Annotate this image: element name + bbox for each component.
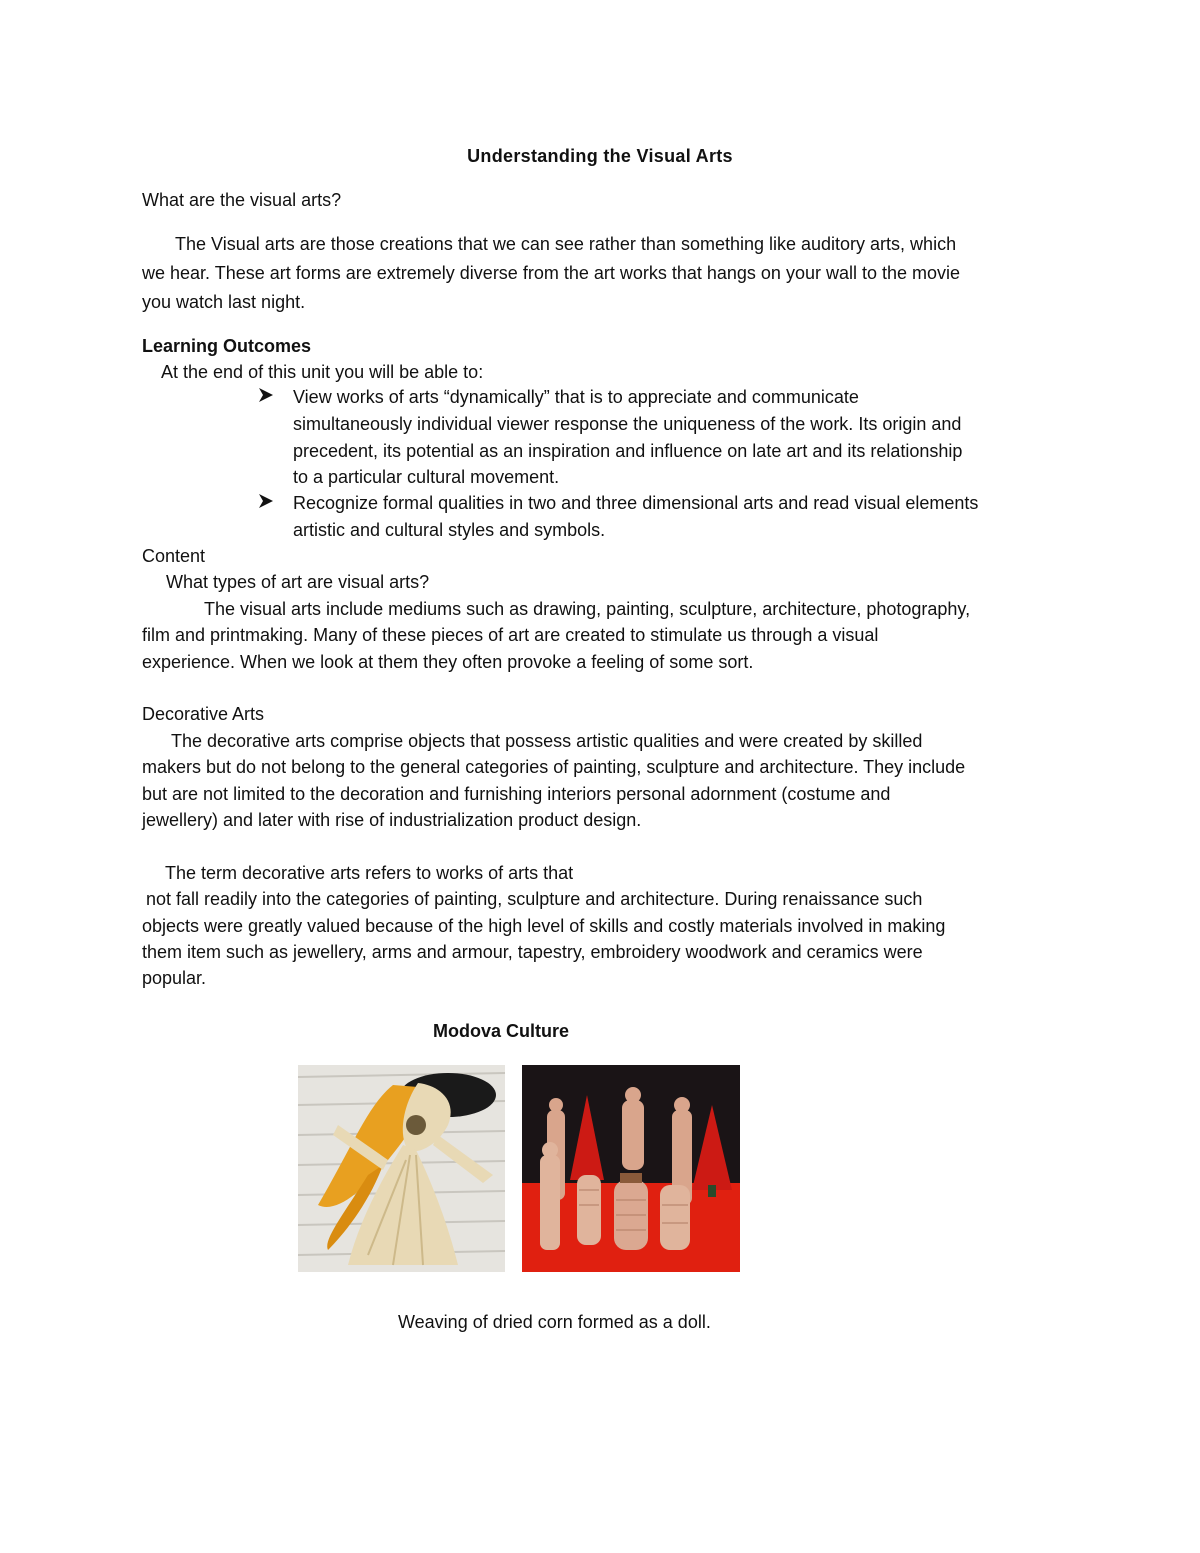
content-question: What types of art are visual arts?	[166, 572, 430, 592]
intro-question: What are the visual arts?	[142, 190, 342, 210]
intro-line-3: you watch last night.	[142, 292, 306, 312]
corn-husk-doll-photo	[298, 1065, 505, 1272]
decorative-heading: Decorative Arts	[142, 704, 265, 724]
content-heading: Content	[142, 546, 206, 566]
learning-outcomes-heading: Learning Outcomes	[142, 336, 312, 356]
outcome-2-line-2: artistic and cultural styles and symbols.	[293, 520, 606, 540]
culture-heading: Modova Culture	[433, 1021, 570, 1041]
arrowhead-bullet-icon	[257, 385, 275, 411]
outcome-1-line-4: to a particular cultural movement.	[293, 467, 560, 487]
outcome-1-line-2: simultaneously individual viewer response the uniqueness of the work. Its origin and	[293, 414, 962, 434]
outcome-1-line-3: precedent, its potential as an inspiration and influence on late art and its relationship	[293, 441, 963, 461]
arrowhead-bullet-icon	[257, 491, 275, 517]
outcome-2-line-1: Recognize formal qualities in two and three dimensional arts and read visual elements	[293, 493, 979, 513]
content-line-1: The visual arts include mediums such as drawing, painting, sculpture, architecture, photography,	[204, 599, 971, 619]
content-line-3: experience. When we look at them they often provoke a feeling of some sort.	[142, 652, 754, 672]
intro-line-2: we hear. These art forms are extremely diverse from the art works that hangs on your wall to the movie	[142, 263, 961, 283]
decorative-p2-line-3: objects were greatly valued because of the high level of skills and costly materials involved in making	[142, 916, 946, 936]
intro-line-1: The Visual arts are those creations that we can see rather than something like auditory arts, which	[175, 234, 957, 254]
decorative-p2-line-4: them item such as jewellery, arms and armour, tapestry, embroidery woodwork and ceramics were	[142, 942, 923, 962]
decorative-p2-line-1: The term decorative arts refers to works of arts that	[165, 863, 574, 883]
content-line-2: film and printmaking. Many of these pieces of art are created to stimulate us through a visual	[142, 625, 879, 645]
decorative-p1-line-1: The decorative arts comprise objects that possess artistic qualities and were created by skilled	[171, 731, 923, 751]
clay-figures-photo	[522, 1065, 740, 1272]
decorative-p2-line-5: popular.	[142, 968, 207, 988]
page-title: Understanding the Visual Arts	[467, 146, 733, 166]
decorative-p2-line-2: not fall readily into the categories of painting, sculpture and architecture. During renaissance such	[146, 889, 923, 909]
outcome-1-line-1: View works of arts “dynamically” that is to appreciate and communicate	[293, 387, 859, 407]
decorative-p1-line-2: makers but do not belong to the general categories of painting, sculpture and architecture. They include	[142, 757, 966, 777]
decorative-p1-line-4: jewellery) and later with rise of industrialization product design.	[142, 810, 642, 830]
photo-caption: Weaving of dried corn formed as a doll.	[398, 1312, 711, 1332]
decorative-p1-line-3: but are not limited to the decoration and furnishing interiors personal adornment (costume and	[142, 784, 891, 804]
learning-outcomes-lead: At the end of this unit you will be able to:	[161, 362, 484, 382]
